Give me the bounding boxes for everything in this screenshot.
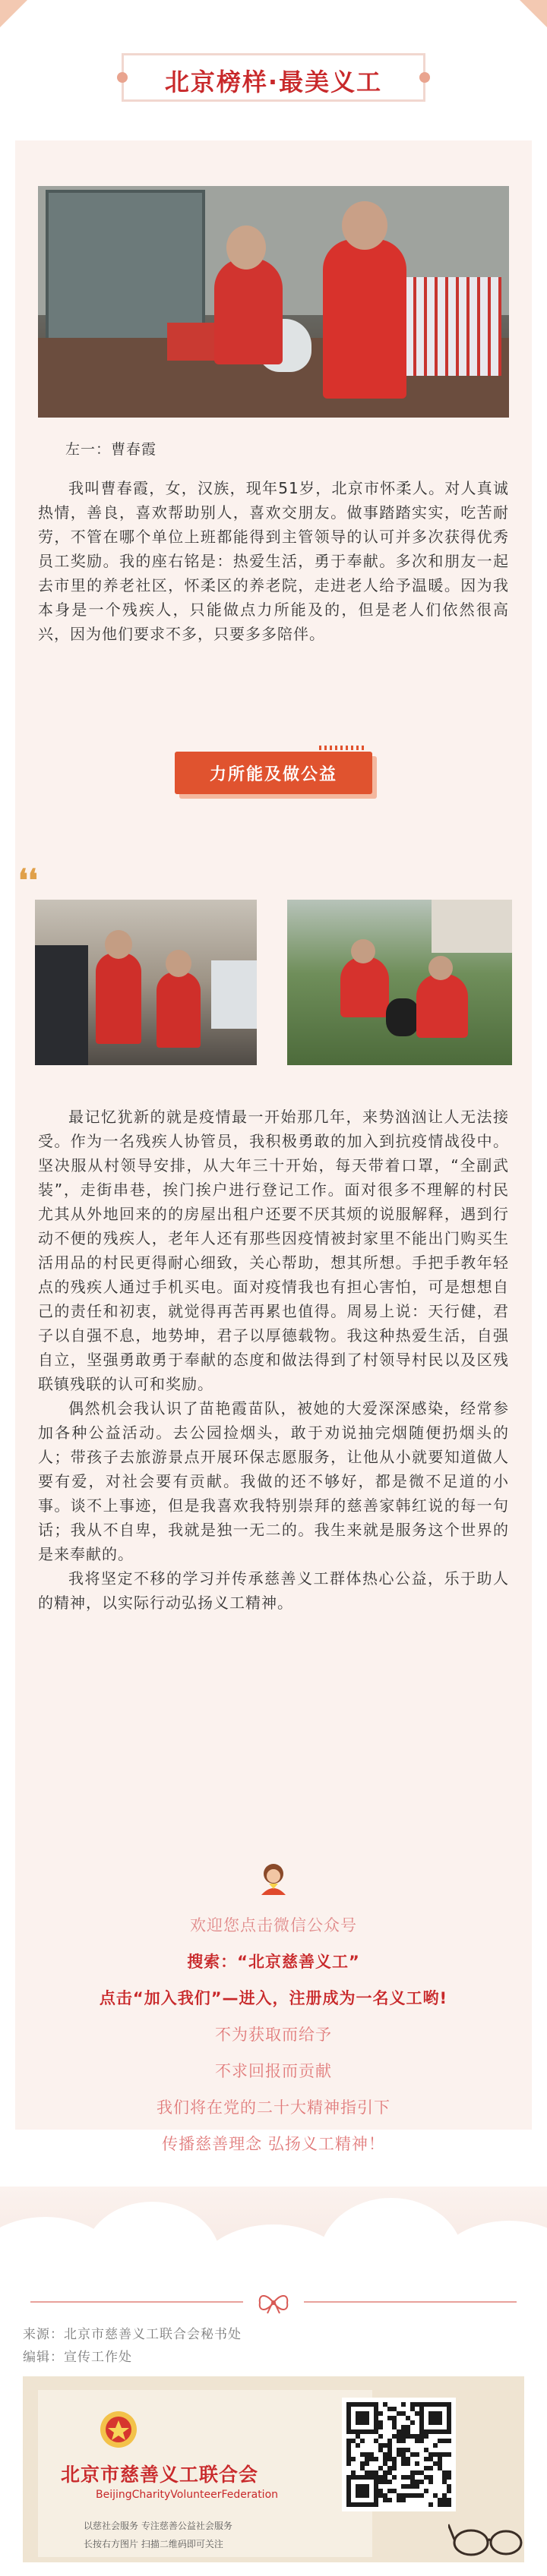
qr-module	[346, 2461, 351, 2466]
qr-module	[419, 2480, 424, 2484]
qr-module	[415, 2461, 419, 2466]
qr-module	[410, 2420, 415, 2425]
cta-join: 点击“加入我们”—进入，注册成为一名义工哟!	[99, 1989, 448, 2007]
qr-module	[365, 2420, 369, 2425]
qr-module	[392, 2466, 397, 2470]
qr-module	[447, 2502, 451, 2507]
qr-module	[392, 2475, 397, 2480]
qr-module	[428, 2466, 433, 2470]
cta-slogan: 我们将在党的二十大精神指引下	[157, 2098, 390, 2117]
qr-module	[401, 2439, 406, 2443]
qr-module	[438, 2420, 442, 2425]
org-name-english: BeijingCharityVolunteerFederation	[96, 2489, 279, 2501]
corner-decoration-left	[0, 0, 27, 27]
qr-module	[378, 2425, 383, 2429]
portrait-photo	[38, 186, 509, 418]
qr-module	[374, 2457, 378, 2461]
intro-paragraph: 我叫曹春霞，女，汉族，现年51岁，北京市怀柔人。对人真诚热情，善良，喜欢帮助别人，喜欢交朋友。做事踏踏实实，吃苦耐劳，不管在哪个单位上班都能得到主管领导的认可并多次获得优秀员工奖励。我的座右铭是：热爱生活，勇于奉献。多次和朋友一起去市里的养老社区，怀柔区的养老院，走进老人给予温暖。因为我本身是一个残疾人，只能做点力所能及的，但是老人们依然很高兴，因为他们要求不多，只要多多陪伴。	[38, 479, 509, 643]
qr-module	[365, 2461, 369, 2466]
qr-module	[351, 2457, 356, 2461]
qr-module	[374, 2502, 378, 2507]
page-title: 北京榜样·最美义工	[164, 68, 383, 96]
cta-slogan: 不求回报而贡献	[215, 2062, 332, 2080]
qr-code[interactable]	[342, 2398, 456, 2511]
cta-slogan: 传播慈善理念 弘扬义工精神！	[162, 2135, 385, 2153]
qr-module	[424, 2489, 428, 2493]
divider-line	[30, 2301, 243, 2303]
qr-module	[378, 2411, 383, 2416]
qr-module	[401, 2402, 406, 2407]
title-frame	[122, 53, 425, 102]
qr-module	[447, 2429, 451, 2434]
qr-module	[401, 2498, 406, 2502]
qr-module	[415, 2484, 419, 2489]
qr-module	[378, 2434, 383, 2439]
bow-icon	[255, 2291, 292, 2314]
story-paragraph: 偶然机会我认识了苗艳霞苗队，被她的大爱深深感染，经常参加各种公益活动。去公园捡烟头，敢于劝说抽完烟随便扔烟头的人；带孩子去旅游景点开展环保志愿服务，让他从小就要知道做人要有爱，对社会要有贡献。我做的还不够好，都是微不足道的小事。谈不上事迹，但是我喜欢我特别崇拜的慈善家韩红说的每一句话；我从不自卑，我就是独一无二的。我生来就是服务这个世界的是来奉献的。	[38, 1399, 509, 1563]
story-paragraph: 最记忆犹新的就是疫情最一开始那几年，来势汹汹让人无法接受。作为一名残疾人协管员，我积极勇敢的加入到抗疫情战役中。坚决服从村领导安排，从大年三十开始，每天带着口罩，“全副武装”，走街串巷，挨门挨户进行登记工作。面对很多不理解的村民尤其从外地回来的的房屋出租户还要不厌其烦的说服解释，遇到行动不便的残疾人，老年人还有那些因疫情被封家里不能出门购买生活用品的村民更得耐心细致，关心帮助，想其所想。手把手教年轻点的残疾人通过手机买电。面对疫情我也有担心害怕，可是想想自己的责任和初衷，就觉得再苦再累也值得。周易上说：天行健，君子以自强不息，地势坤，君子以厚德载物。我这种热爱生活，自强自立，坚强勇敢勇于奉献的态度和做法得到了村领导村民以及区残联镇残联的认可和奖励。	[38, 1108, 509, 1393]
volunteer-avatar-icon	[255, 1860, 292, 1897]
activity-photo-cleanup	[287, 900, 512, 1065]
quote-icon: ❛❛	[18, 862, 38, 898]
section-badge	[175, 752, 372, 794]
org-slogan: 长按右方图片 扫描二维码即可关注	[84, 2539, 223, 2549]
story-paragraph: 我将坚定不移的学习并传承慈善义工群体热心公益，乐于助人的精神，以实际行动弘扬义工精神。	[38, 1569, 509, 1612]
story-text	[38, 1105, 509, 1615]
qr-module	[424, 2434, 428, 2439]
glasses-icon	[448, 2517, 524, 2562]
article-header	[0, 0, 547, 129]
qr-module	[428, 2480, 433, 2484]
cta-slogan: 不为获取而给予	[215, 2026, 332, 2044]
qr-module	[447, 2452, 451, 2457]
cta-search-account: 搜索：“北京慈善义工”	[187, 1953, 360, 1971]
org-slogan: 以慈社会服务 专注慈善公益社会服务	[84, 2521, 232, 2531]
qr-module	[433, 2443, 438, 2448]
qr-module	[406, 2461, 410, 2466]
org-footer-card	[23, 2376, 524, 2562]
qr-module	[387, 2480, 392, 2484]
source-credit: 来源：北京市慈善义工联合会秘书处	[23, 2327, 242, 2342]
qr-module	[419, 2493, 424, 2498]
content-card	[15, 140, 532, 2130]
qr-module	[419, 2439, 424, 2443]
qr-module	[365, 2493, 369, 2498]
qr-module	[447, 2439, 451, 2443]
editor-credit: 编辑：宣传工作处	[23, 2350, 132, 2365]
section-badge-label: 力所能及做公益	[209, 765, 337, 784]
activity-photo-street	[35, 900, 257, 1065]
qr-module	[428, 2502, 433, 2507]
cta-welcome: 欢迎您点击微信公众号	[190, 1916, 357, 1934]
photo-caption: 左一：曹春霞	[65, 441, 157, 458]
qr-module	[447, 2489, 451, 2493]
qr-module	[447, 2475, 451, 2480]
qr-module	[415, 2452, 419, 2457]
qr-module	[387, 2498, 392, 2502]
qr-module	[360, 2439, 365, 2443]
org-info-panel	[38, 2390, 372, 2557]
org-name: 北京市慈善义工联合会	[61, 2464, 259, 2486]
org-logo-icon	[99, 2410, 138, 2449]
qr-module	[356, 2443, 360, 2448]
divider-line	[304, 2301, 517, 2303]
corner-decoration-right	[520, 0, 547, 27]
cloud-decoration	[0, 2187, 547, 2278]
